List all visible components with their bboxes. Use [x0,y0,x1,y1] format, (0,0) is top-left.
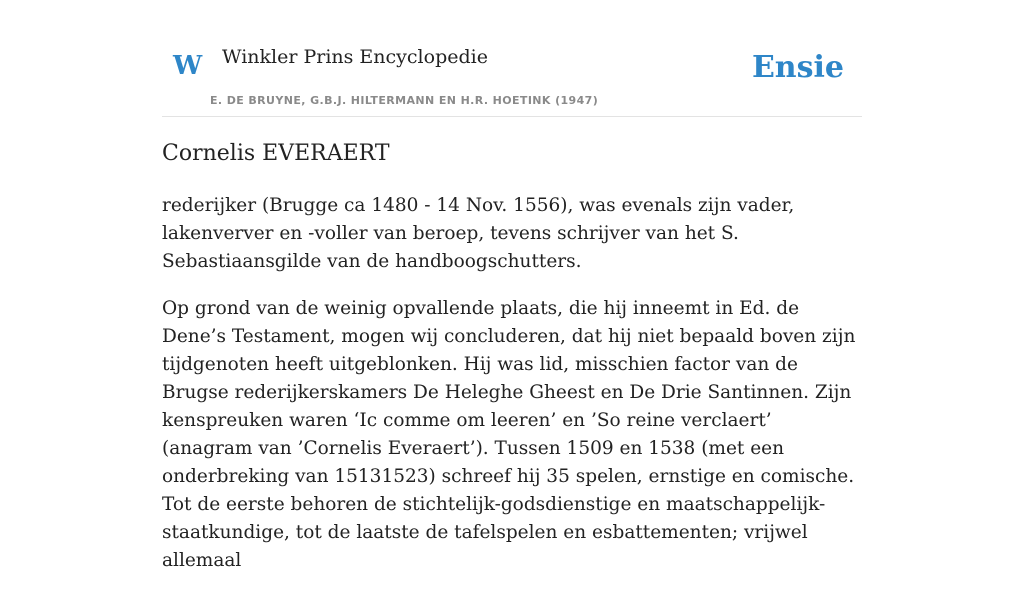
ensie-logo-link[interactable]: Ensie [751,50,844,85]
article-paragraph: rederijker (Brugge ca 1480 - 14 Nov. 1556), was evenals zijn vader, lakenverver en -voller van beroep, tevens schrijver van het S. Sebastiaansgilde van de handboogschutters. [162,195,795,272]
article-paragraph: Op grond van de weinig opvallende plaats, die hij inneemt in Ed. de Dene’s Testament, mogen wij concluderen, dat hij niet bepaald boven zijn tijdgenoten heeft uitgeblonken. Hij was lid, misschien factor van de Brugse rederijkerskamers De Heleghe Gheest en De Drie Santinnen. Zijn kenspreuken waren ‘Ic comme om leeren’ en ’So reine verclaert’ (anagram van ’Cornelis Everaert’). Tussen 1509 en 1538 (met een onderbreking van 15131523) schreef hij 35 spelen, ernstige en comische. Tot de eerste behoren de stichtelijk-godsdienstige en maatschappelijk-staatkundige, tot de laatste de tafelspelen en esbattementen; vrijwel allemaal [162,298,856,571]
logo-w-icon[interactable]: W [173,51,203,81]
article-body [162,192,862,594]
site-title-link[interactable]: Winkler Prins Encyclopedie [222,46,488,68]
site-authors: E. DE BRUYNE, G.B.J. HILTERMANN EN H.R. HOETINK (1947) [210,94,599,107]
site-header [162,40,862,117]
article-title: Cornelis EVERAERT [162,141,390,166]
